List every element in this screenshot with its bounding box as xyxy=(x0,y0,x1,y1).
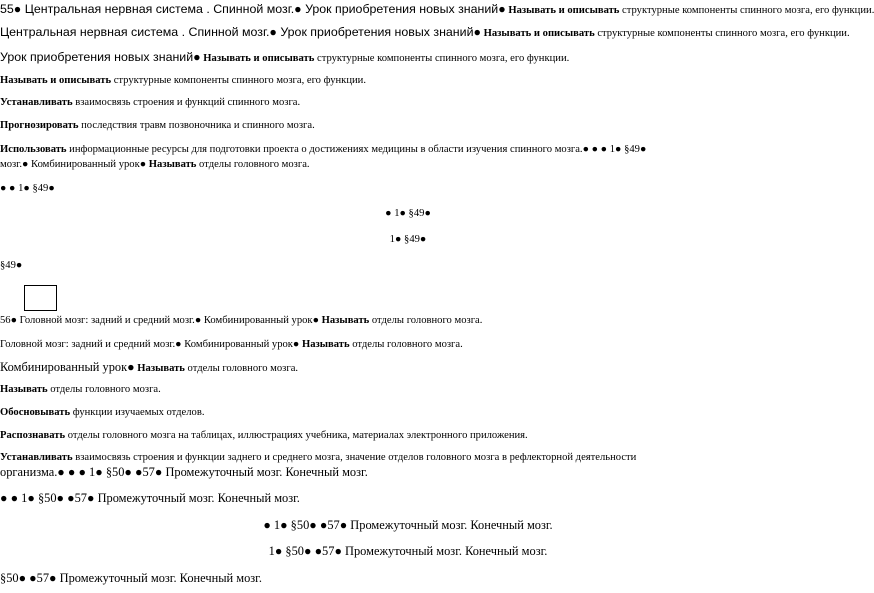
line-goal-name-brain: Называть отделы головного мозга. xyxy=(0,384,161,395)
line-goal-use: Использовать информационные ресурсы для подготовки проекта о достижениях медицины в области изучения спинного мозга.● ● ● 1● §49● xyxy=(0,144,647,155)
line-hindbrain-topic: Головной мозг: задний и средний мозг.● Комбинированный урок● Называть отделы головного мозга. xyxy=(0,339,463,350)
line-goal-justify: Обосновывать функции изучаемых отделов. xyxy=(0,407,205,418)
line-brain-topic: мозг.● Комбинированный урок● Называть отделы головного мозга. xyxy=(0,159,310,170)
line-lesson-55: 55● Центральная нервная система . Спинной мозг.● Урок приобретения новых знаний● Называть и описывать структурные компоненты спинного мозга, его функции. xyxy=(0,2,874,16)
line-goal-predict: Прогнозировать последствия травм позвоночника и спинного мозга. xyxy=(0,120,315,131)
line-ref-50-b: ● ● 1● §50● ●57● Промежуточный мозг. Конечный мозг. xyxy=(0,491,300,505)
line-goal-recognize: Распознавать отделы головного мозга на таблицах, иллюстрациях учебника, материалах электронного приложения. xyxy=(0,430,528,441)
line-ref-50-a: организма.● ● ● 1● §50● ●57● Промежуточный мозг. Конечный мозг. xyxy=(0,465,368,479)
line-goal-establish: Устанавливать взаимосвязь строения и функций спинного мозга. xyxy=(0,97,301,108)
line-spinal-topic: Центральная нервная система . Спинной мозг.● Урок приобретения новых знаний● Называть и описывать структурные компоненты спинного мозга, его функции. xyxy=(0,25,850,39)
line-ref-49-b: ● 1● §49● xyxy=(385,208,431,219)
line-goal-establish-brain: Устанавливать взаимосвязь строения и функции заднего и среднего мозга, значение отделов головного мозга в рефлекторной деятельности xyxy=(0,452,637,463)
line-ref-50-d: 1● §50● ●57● Промежуточный мозг. Конечный мозг. xyxy=(268,544,548,558)
line-ref-49-d: §49● xyxy=(0,260,23,271)
line-ref-49-c: 1● §49● xyxy=(389,234,427,245)
line-ref-50-e: §50● ●57● Промежуточный мозг. Конечный мозг. xyxy=(0,571,262,585)
line-combined-lesson: Комбинированный урок● Называть отделы головного мозга. xyxy=(0,360,299,374)
line-lesson-56: 56● Головной мозг: задний и средний мозг.● Комбинированный урок● Называть отделы головного мозга. xyxy=(0,315,483,326)
empty-table-cell xyxy=(24,285,57,311)
line-ref-49-a: ● ● 1● §49● xyxy=(0,183,55,194)
line-goal-name: Называть и описывать структурные компоненты спинного мозга, его функции. xyxy=(0,75,366,86)
line-ref-50-c: ● 1● §50● ●57● Промежуточный мозг. Конечный мозг. xyxy=(263,518,553,532)
line-lesson-type: Урок приобретения новых знаний● Называть и описывать структурные компоненты спинного мозга, его функции. xyxy=(0,50,570,64)
